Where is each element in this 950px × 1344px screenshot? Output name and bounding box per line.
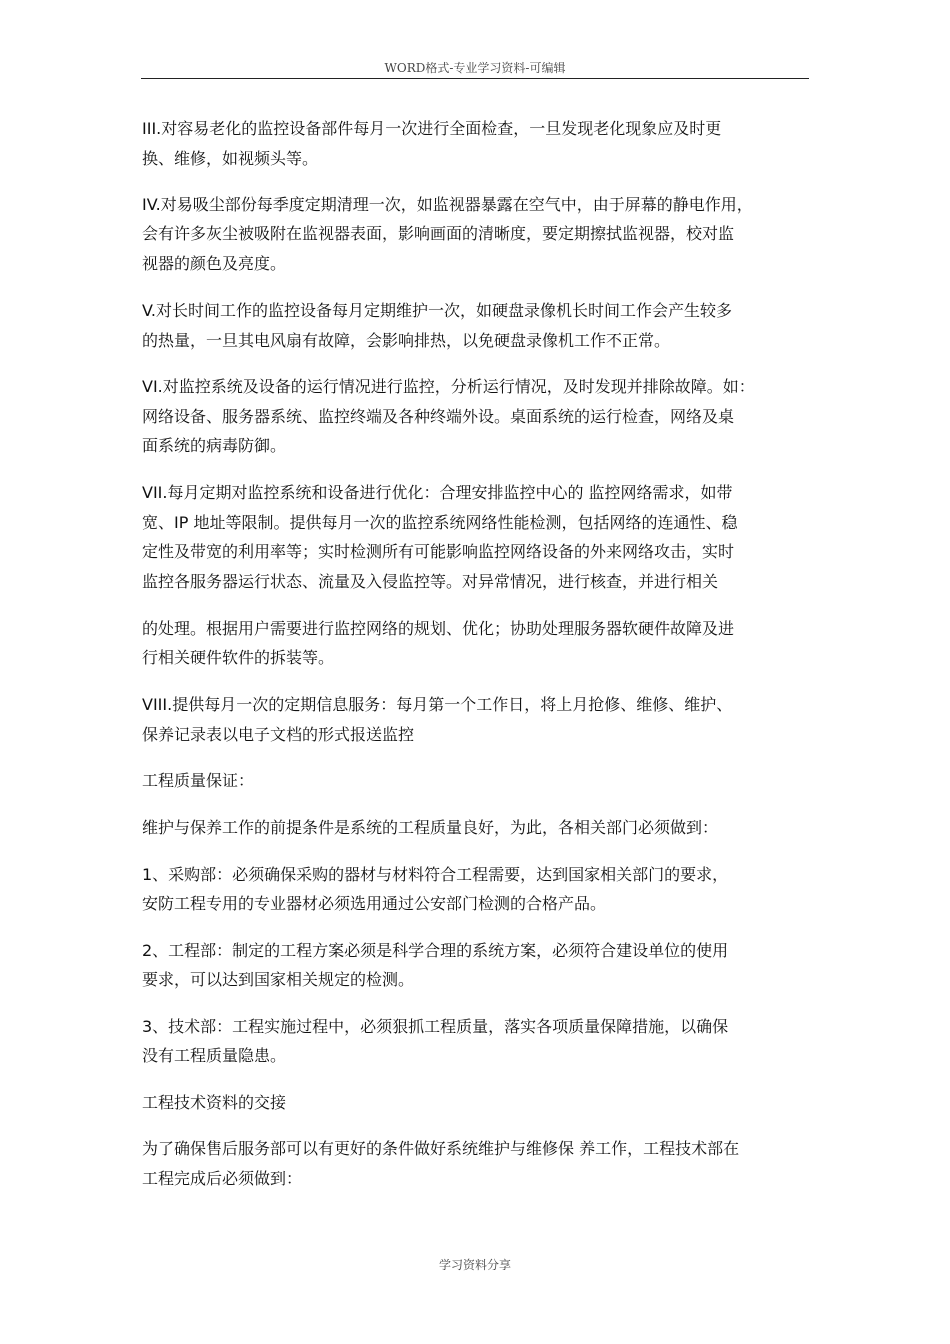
paragraph-line: 会有许多灰尘被吸附在监视器表面，影响画面的清晰度，要定期擦拭监视器，校对监 xyxy=(142,224,735,243)
paragraph-line: 视器的颜色及亮度。 xyxy=(142,254,287,273)
paragraph-line: 行相关硬件软件的拆装等。 xyxy=(142,648,335,667)
paragraph-line: 网络设备、服务器系统、监控终端及各种终端外设。桌面系统的运行检查，网络及桌 xyxy=(142,407,735,426)
section-heading: 工程技术资料的交接 xyxy=(142,1093,287,1112)
paragraph-line: VIII.提供每月一次的定期信息服务：每月第一个工作日，将上月抢修、维修、维护、 xyxy=(142,695,733,714)
section-heading: 工程质量保证： xyxy=(142,771,255,790)
page-header: WORD格式-专业学习资料-可编辑 xyxy=(141,58,809,79)
paragraph-line: 工程完成后必须做到： xyxy=(142,1169,303,1188)
paragraph-line: 保养记录表以电子文档的形式报送监控 xyxy=(142,725,415,744)
paragraph-line: 安防工程专用的专业器材必须选用通过公安部门检测的合格产品。 xyxy=(142,894,607,913)
paragraph-line: VII.每月定期对监控系统和设备进行优化：合理安排监控中心的 监控网络需求，如带 xyxy=(142,483,733,502)
paragraph-line: 的处理。根据用户需要进行监控网络的规划、优化；协助处理服务器软硬件故障及进 xyxy=(142,619,735,638)
paragraph-line: 为了确保售后服务部可以有更好的条件做好系统维护与维修保 养工作，工程技术部在 xyxy=(142,1139,740,1158)
paragraph-line: 宽、IP 地址等限制。提供每月一次的监控系统网络性能检测，包括网络的连通性、稳 xyxy=(142,513,738,532)
paragraph-line: 2、工程部：制定的工程方案必须是科学合理的系统方案，必须符合建设单位的使用 xyxy=(142,941,729,960)
paragraph-line: 没有工程质量隐患。 xyxy=(142,1046,287,1065)
paragraph-line: 定性及带宽的利用率等；实时检测所有可能影响监控网络设备的外来网络攻击，实时 xyxy=(142,542,735,561)
paragraph-line: 监控各服务器运行状态、流量及入侵监控等。对异常情况，进行核查，并进行相关 xyxy=(142,572,719,591)
paragraph-line: 换、维修，如视频头等。 xyxy=(142,149,319,168)
paragraph-line: 1、采购部：必须确保采购的器材与材料符合工程需要，达到国家相关部门的要求， xyxy=(142,865,729,884)
paragraph-line: VI.对监控系统及设备的运行情况进行监控，分析运行情况，及时发现并排除故障。如： xyxy=(142,377,755,396)
paragraph-line: III.对容易老化的监控设备部件每月一次进行全面检查，一旦发现老化现象应及时更 xyxy=(142,119,722,138)
paragraph-line: 的热量，一旦其电风扇有故障，会影响排热，以免硬盘录像机工作不正常。 xyxy=(142,331,671,350)
paragraph-line: V.对长时间工作的监控设备每月定期维护一次，如硬盘录像机长时间工作会产生较多 xyxy=(142,301,732,320)
paragraph-line: IV.对易吸尘部份每季度定期清理一次，如监视器暴露在空气中，由于屏幕的静电作用， xyxy=(142,195,753,214)
paragraph-line: 面系统的病毒防御。 xyxy=(142,436,287,455)
paragraph-line: 要求，可以达到国家相关规定的检测。 xyxy=(142,970,415,989)
paragraph-line: 3、技术部：工程实施过程中，必须狠抓工程质量，落实各项质量保障措施，以确保 xyxy=(142,1017,729,1036)
page-footer: 学习资料分享 xyxy=(438,1258,511,1272)
paragraph-line: 维护与保养工作的前提条件是系统的工程质量良好，为此，各相关部门必须做到： xyxy=(142,818,719,837)
